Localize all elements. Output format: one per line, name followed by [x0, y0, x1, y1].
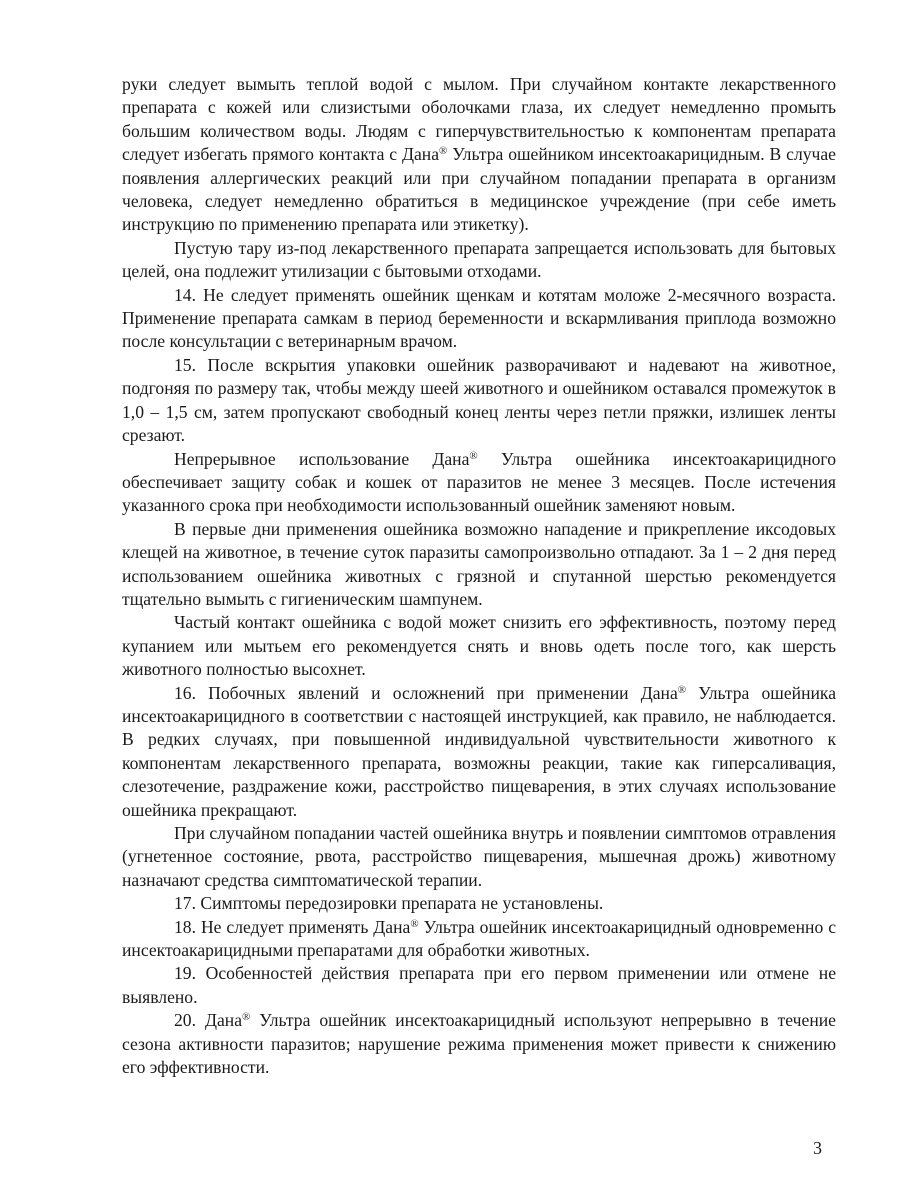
paragraph-packaging-disposal: Пустую тару из-под лекарственного препарата запрещается использовать для бытовых целей, она подлежит утилизации с бытовыми отходами. [122, 237, 836, 282]
page-number: 3 [813, 1138, 822, 1158]
paragraph-ingestion: При случайном попадании частей ошейника внутрь и появлении симптомов отравления (угнетенное состояние, рвота, расстройство пищеварения, мышечная дрожь) животному назначают средства симптоматической терапии. [122, 823, 836, 890]
paragraph-continuous-use: Непрерывное использование Дана® Ультра ошейника инсектоакарицидного обеспечивает защиту собак и кошек от паразитов не менее 3 месяцев. После истечения указанного срока при необходимости использованный ошейник заменяют новым. [122, 448, 836, 516]
page-body [122, 73, 836, 1079]
paragraph-14: 14. Не следует применять ошейник щенкам и котятам моложе 2-месячного возраста. Применение препарата самкам в период беременности и вскармливания приплода возможно после консультации с ветеринарным врачом. [122, 284, 836, 352]
paragraph-first-days: В первые дни применения ошейника возможно нападение и прикрепление иксодовых клещей на животное, в течение суток паразиты самопроизвольно отпадают. За 1 – 2 дня перед использованием ошейника животных с грязной и спутанной шерстью рекомендуется тщательно вымыть с гигиеническим шампунем. [122, 518, 836, 609]
paragraph-17: 17. Симптомы передозировки препарата не установлены. [174, 893, 604, 914]
paragraph-water-contact: Частый контакт ошейника с водой может снизить его эффективность, поэтому перед купанием или мытьем его рекомендуется снять и вновь одеть после того, как шерсть животного полностью высохнет. [122, 612, 836, 680]
paragraph-continuation: руки следует вымыть теплой водой с мылом. При случайном контакте лекарственного препарата с кожей или слизистыми оболочками глаза, их следует немедленно промыть большим количеством воды. Людям с гиперчувствительностью к компонентам препарата следует избегать прямого контакта с Дана® Ультра ошейником инсектоакарицидным. В случае появления аллергических реакций или при случайном попадании препарата в организм человека, следует немедленно обратиться в медицинское учреждение (при себе иметь инструкцию по применению препарата или этикетку). [122, 74, 836, 235]
paragraph-19: 19. Особенностей действия препарата при его первом применении или отмене не выявлено. [122, 963, 836, 1007]
paragraph-20: 20. Дана® Ультра ошейник инсектоакарицидный используют непрерывно в течение сезона активности паразитов; нарушение режима применения может привести к снижению его эффективности. [122, 1010, 836, 1078]
paragraph-16: 16. Побочных явлений и осложнений при применении Дана® Ультра ошейника инсектоакарицидного в соответствии с настоящей инструкцией, как правило, не наблюдается. В редких случаях, при повышенной индивидуальной чувствительности животного к компонентам лекарственного препарата, возможны реакции, такие как гиперсаливация, слезотечение, раздражение кожи, расстройство пищеварения, в этих случаях использование ошейника прекращают. [122, 682, 836, 820]
paragraph-18: 18. Не следует применять Дана® Ультра ошейник инсектоакарицидный одновременно с инсектоакарицидными препаратами для обработки животных. [122, 916, 837, 961]
paragraph-15: 15. После вскрытия упаковки ошейник разворачивают и надевают на животное, подгоняя по размеру так, чтобы между шеей животного и ошейником оставался промежуток в 1,0 – 1,5 см, затем пропускают свободный конец ленты через петли пряжки, излишек ленты срезают. [122, 354, 836, 446]
